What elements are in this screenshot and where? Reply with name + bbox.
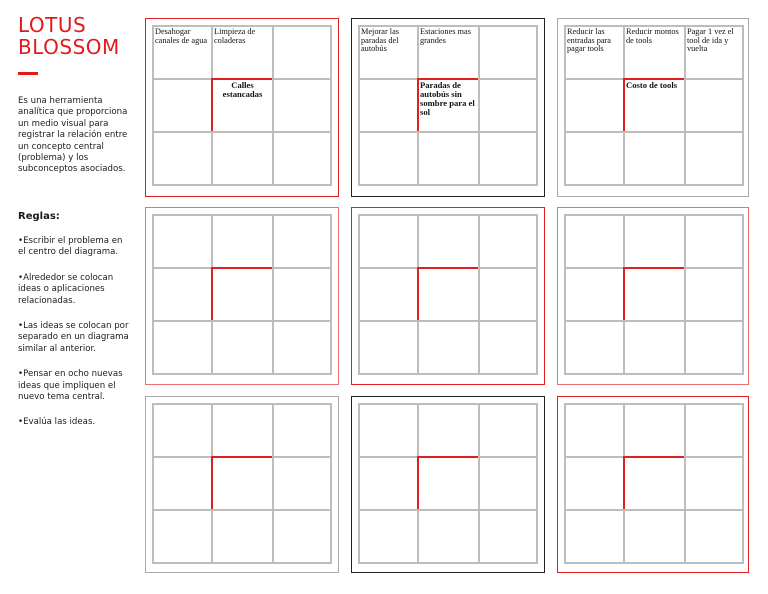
central-cell-text <box>419 269 478 270</box>
central-cell-text <box>625 458 684 459</box>
idea-cell-text <box>154 216 211 217</box>
idea-cell[interactable] <box>272 509 332 564</box>
idea-cell[interactable] <box>358 456 419 511</box>
idea-cell[interactable] <box>564 25 625 80</box>
idea-cell[interactable] <box>684 267 744 322</box>
idea-cell-text <box>360 80 417 81</box>
idea-cell-text <box>360 322 417 323</box>
description: Es una herramienta analítica que proporciona un medio visual para registrar la relación entre un concepto central (problema) y los subconceptos asociados. <box>18 96 128 175</box>
idea-cell[interactable] <box>564 78 625 133</box>
idea-cell-text <box>480 322 536 323</box>
rules-list <box>18 236 130 443</box>
idea-cell[interactable] <box>623 509 686 564</box>
idea-cell[interactable] <box>152 456 213 511</box>
idea-cell[interactable] <box>152 25 213 80</box>
idea-cell[interactable] <box>272 456 332 511</box>
rules-heading: Reglas: <box>18 211 60 222</box>
central-cell[interactable] <box>211 456 274 511</box>
lotus-block-2 <box>351 18 545 197</box>
idea-cell[interactable] <box>358 403 419 458</box>
idea-cell[interactable] <box>564 131 625 186</box>
idea-cell[interactable] <box>623 320 686 375</box>
idea-cell-text <box>154 133 211 134</box>
idea-cell[interactable] <box>684 214 744 269</box>
idea-cell-text <box>566 511 623 512</box>
idea-cell[interactable] <box>564 320 625 375</box>
title-accent-bar <box>18 72 38 75</box>
idea-cell-text <box>686 80 742 81</box>
title-line-1: LOTUS <box>18 13 87 37</box>
idea-cell-text <box>480 405 536 406</box>
idea-cell[interactable] <box>272 78 332 133</box>
idea-cell-text <box>213 216 272 217</box>
idea-cell-text <box>625 405 684 406</box>
idea-cell-text <box>686 216 742 217</box>
central-cell-text <box>213 269 272 270</box>
idea-cell[interactable] <box>478 214 538 269</box>
idea-cell[interactable] <box>417 509 480 564</box>
central-cell[interactable] <box>417 456 480 511</box>
central-cell[interactable] <box>211 78 274 133</box>
idea-cell[interactable] <box>478 320 538 375</box>
central-cell[interactable] <box>623 267 686 322</box>
idea-cell[interactable] <box>272 267 332 322</box>
lotus-block-4 <box>145 207 339 385</box>
idea-cell-text <box>419 405 478 406</box>
lotus-block-3 <box>557 18 749 197</box>
idea-cell-text <box>274 133 330 134</box>
idea-cell-text <box>154 80 211 81</box>
idea-cell-text <box>686 511 742 512</box>
idea-cell-text <box>566 80 623 81</box>
idea-cell-text <box>154 269 211 270</box>
idea-cell[interactable] <box>478 25 538 80</box>
idea-cell-text <box>480 269 536 270</box>
lotus-block-7 <box>145 396 339 573</box>
idea-cell[interactable] <box>684 456 744 511</box>
idea-cell[interactable] <box>564 267 625 322</box>
idea-cell[interactable] <box>211 320 274 375</box>
idea-cell-text <box>274 27 330 28</box>
idea-cell[interactable] <box>272 131 332 186</box>
idea-cell-text <box>686 322 742 323</box>
idea-cell-text <box>686 133 742 134</box>
central-cell[interactable] <box>623 456 686 511</box>
idea-cell[interactable] <box>684 131 744 186</box>
idea-cell[interactable] <box>358 25 419 80</box>
idea-cell-text: Desahogar canales de agua <box>155 27 208 45</box>
central-cell[interactable] <box>417 78 480 133</box>
idea-cell-text <box>154 458 211 459</box>
idea-cell-text <box>360 133 417 134</box>
idea-cell[interactable] <box>623 403 686 458</box>
idea-cell-text <box>686 458 742 459</box>
idea-cell[interactable] <box>152 214 213 269</box>
idea-cell-text: Reducir montos de tools <box>626 27 679 45</box>
idea-cell-text <box>625 216 684 217</box>
idea-cell[interactable] <box>358 214 419 269</box>
idea-cell-text <box>419 511 478 512</box>
idea-cell-text <box>213 511 272 512</box>
idea-cell-text: Mejorar las paradas del autobús <box>361 27 400 54</box>
central-cell-text: Costo de tools <box>626 80 678 90</box>
idea-cell[interactable] <box>623 131 686 186</box>
idea-cell[interactable] <box>684 25 744 80</box>
idea-cell-text <box>154 405 211 406</box>
rule-item: •Escribir el problema en el centro del diagrama. <box>18 236 123 258</box>
lotus-block-8 <box>351 396 545 573</box>
idea-cell[interactable] <box>564 403 625 458</box>
idea-cell-text <box>360 405 417 406</box>
idea-cell-text <box>274 216 330 217</box>
idea-cell-text <box>419 216 478 217</box>
central-cell-text <box>419 458 478 459</box>
idea-cell-text <box>419 133 478 134</box>
idea-cell[interactable] <box>417 131 480 186</box>
idea-cell-text <box>686 269 742 270</box>
idea-cell-text: Reducir las entradas para pagar tools <box>567 27 611 54</box>
central-cell[interactable] <box>417 267 480 322</box>
idea-cell[interactable] <box>152 78 213 133</box>
idea-cell[interactable] <box>623 25 686 80</box>
idea-cell-text: Limpieza de coladeras <box>214 27 256 45</box>
idea-cell[interactable] <box>417 320 480 375</box>
idea-cell-text <box>480 27 536 28</box>
idea-cell-text <box>480 458 536 459</box>
idea-cell-text <box>625 133 684 134</box>
central-cell[interactable] <box>623 78 686 133</box>
idea-cell-text <box>213 322 272 323</box>
idea-cell-text <box>213 133 272 134</box>
idea-cell[interactable] <box>211 131 274 186</box>
idea-cell-text <box>566 322 623 323</box>
idea-cell[interactable] <box>564 214 625 269</box>
idea-cell-text <box>360 458 417 459</box>
idea-cell-text <box>213 405 272 406</box>
idea-cell[interactable] <box>478 267 538 322</box>
idea-cell[interactable] <box>564 456 625 511</box>
idea-cell-text <box>360 269 417 270</box>
idea-cell[interactable] <box>272 320 332 375</box>
idea-cell[interactable] <box>272 214 332 269</box>
idea-cell[interactable] <box>478 78 538 133</box>
idea-cell-text <box>274 80 330 81</box>
lotus-block-5 <box>351 207 545 385</box>
idea-cell-text: Pagar 1 vez el tool de ida y vuelta <box>687 27 734 54</box>
idea-cell-text <box>154 322 211 323</box>
idea-cell[interactable] <box>417 403 480 458</box>
idea-cell[interactable] <box>152 509 213 564</box>
idea-cell-text <box>480 216 536 217</box>
idea-cell[interactable] <box>478 403 538 458</box>
idea-cell[interactable] <box>152 267 213 322</box>
central-cell-text: Calles estancadas <box>222 80 263 99</box>
idea-cell-text <box>566 269 623 270</box>
idea-cell-text <box>419 322 478 323</box>
idea-cell[interactable] <box>623 214 686 269</box>
idea-cell-text <box>625 322 684 323</box>
central-cell-text <box>625 269 684 270</box>
idea-cell-text: Estaciones mas grandes <box>420 27 471 45</box>
idea-cell[interactable] <box>417 25 480 80</box>
idea-cell[interactable] <box>564 509 625 564</box>
idea-cell[interactable] <box>211 25 274 80</box>
idea-cell-text <box>274 458 330 459</box>
idea-cell[interactable] <box>152 131 213 186</box>
idea-cell-text <box>566 458 623 459</box>
idea-cell-text <box>360 511 417 512</box>
idea-cell[interactable] <box>152 320 213 375</box>
idea-cell[interactable] <box>478 456 538 511</box>
idea-cell-text <box>274 269 330 270</box>
idea-cell-text <box>480 511 536 512</box>
idea-cell[interactable] <box>358 267 419 322</box>
lotus-block-1 <box>145 18 339 197</box>
idea-cell-text <box>274 405 330 406</box>
idea-cell[interactable] <box>272 403 332 458</box>
idea-cell[interactable] <box>211 214 274 269</box>
idea-cell[interactable] <box>478 131 538 186</box>
idea-cell-text <box>686 405 742 406</box>
idea-cell-text <box>154 511 211 512</box>
idea-cell-text <box>625 511 684 512</box>
idea-cell[interactable] <box>358 320 419 375</box>
idea-cell-text <box>566 133 623 134</box>
lotus-block-9 <box>557 396 749 573</box>
idea-cell-text <box>274 322 330 323</box>
idea-cell[interactable] <box>684 403 744 458</box>
page-title <box>18 14 120 58</box>
idea-cell[interactable] <box>211 509 274 564</box>
idea-cell-text <box>360 216 417 217</box>
idea-cell[interactable] <box>358 509 419 564</box>
idea-cell[interactable] <box>272 25 332 80</box>
central-cell-text <box>213 458 272 459</box>
idea-cell-text <box>566 405 623 406</box>
lotus-block-6 <box>557 207 749 385</box>
idea-cell-text <box>480 133 536 134</box>
idea-cell[interactable] <box>358 78 419 133</box>
rule-item: •Evalúa las ideas. <box>18 417 96 428</box>
idea-cell-text <box>566 216 623 217</box>
idea-cell-text <box>480 80 536 81</box>
rule-item: •Alrededor se colocan ideas o aplicaciones relacionadas. <box>18 272 114 306</box>
idea-cell[interactable] <box>211 403 274 458</box>
idea-cell[interactable] <box>152 403 213 458</box>
idea-cell-text <box>274 511 330 512</box>
central-cell[interactable] <box>211 267 274 322</box>
rule-item: •Las ideas se colocan por separado en un diagrama similar al anterior. <box>18 321 129 354</box>
idea-cell[interactable] <box>358 131 419 186</box>
idea-cell[interactable] <box>417 214 480 269</box>
idea-cell[interactable] <box>684 509 744 564</box>
idea-cell[interactable] <box>684 320 744 375</box>
idea-cell[interactable] <box>684 78 744 133</box>
central-cell-text: Paradas de autobús sin sombre para el sol <box>420 80 475 117</box>
idea-cell[interactable] <box>478 509 538 564</box>
rule-item: •Pensar en ocho nuevas ideas que impliquen el nuevo tema central. <box>18 369 123 403</box>
title-line-2: BLOSSOM <box>18 35 120 59</box>
